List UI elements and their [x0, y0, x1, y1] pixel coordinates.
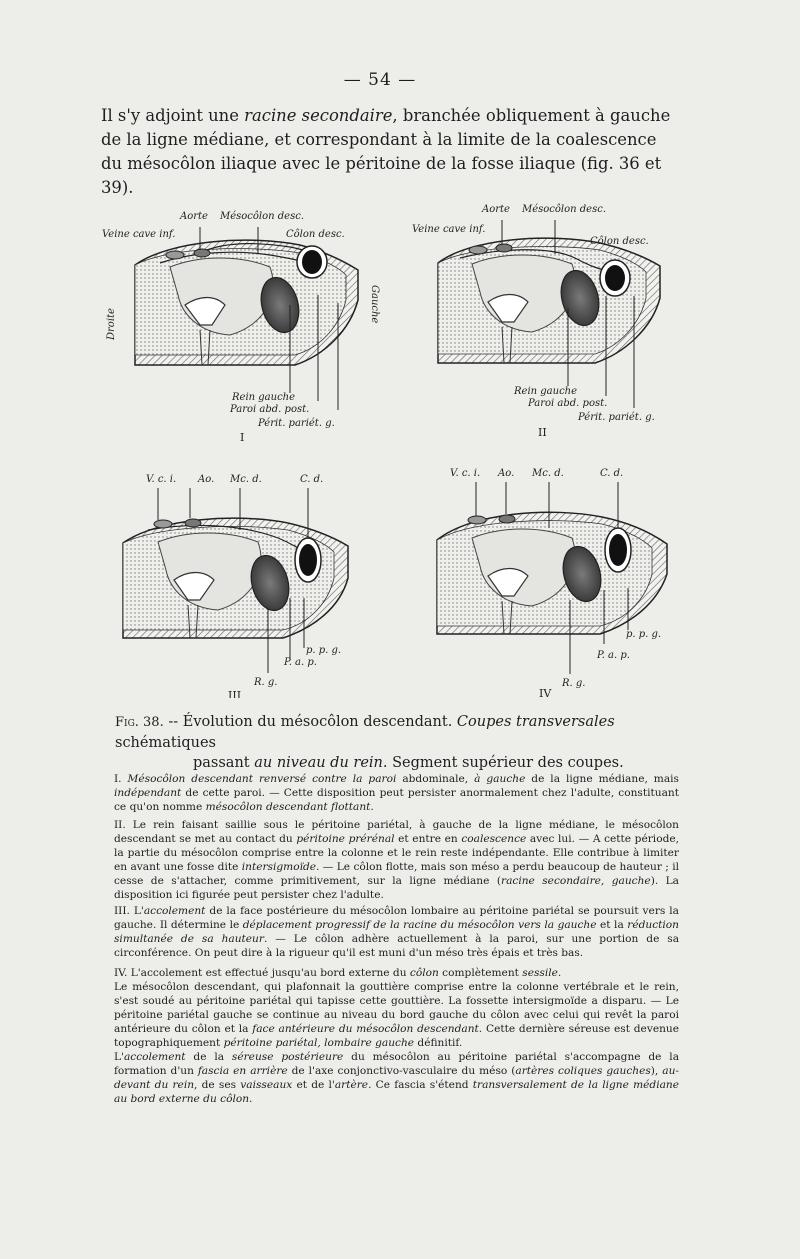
label-cd: C. d.	[300, 474, 324, 485]
caption-text: . Segment supérieur des coupes.	[382, 755, 624, 771]
caption-text: passant	[193, 755, 255, 771]
note-text: .	[557, 967, 562, 979]
intro-text: , branchée obliquement à gauche de la ligne médiane, et correspondant à la limite de la coalescence du mésocôlon iliaque avec le péritoine de la fosse iliaque (fig. 36 et 39).	[101, 106, 671, 197]
note-emphasis: face antérieure du mésocôlon descendant	[252, 1023, 479, 1035]
note-text: abdominale,	[396, 773, 475, 785]
note-text: ). La disposition ici figurée peut persister chez l'adulte.	[114, 875, 679, 901]
note-emphasis: vaisseaux	[240, 1079, 293, 1091]
note-text: . Cette dernière séreuse est devenue topographiquement	[114, 1023, 679, 1049]
note-text: avec lui. — A cette période, la partie du mésocôlon comprise entre la colonne et le rein reste indépendante. Elle contribue à limiter en avant une fosse dite	[114, 833, 679, 873]
note-text: ),	[650, 1065, 663, 1077]
note-emphasis: au-devant du rein	[114, 1065, 679, 1091]
label-droite: Droite	[106, 308, 117, 340]
note-text: .	[249, 1093, 253, 1105]
caption-emphasis: Coupes transversales	[456, 714, 615, 730]
figure-4-diagram	[432, 462, 682, 698]
label-rg: R. g.	[254, 677, 278, 688]
caption-text: -- Évolution du mésocôlon descendant.	[163, 714, 457, 730]
label-mesocolon: Mésocôlon desc.	[522, 204, 606, 215]
note-emphasis: déplacement progressif de la racine du mésocôlon vers la gauche	[242, 919, 597, 931]
note-2	[114, 818, 679, 902]
figure-3-diagram	[118, 468, 358, 698]
note-text: III. L'	[114, 905, 144, 917]
note-text: I.	[114, 773, 128, 785]
note-emphasis: à gauche	[474, 773, 526, 785]
note-emphasis: séreuse postérieure	[231, 1051, 344, 1063]
label-paroi: Paroi abd. post.	[528, 398, 608, 409]
note-4	[114, 966, 679, 980]
note-text: IV. L'accolement est effectué jusqu'au bord externe du	[114, 967, 410, 979]
figure-1	[100, 205, 390, 445]
note-emphasis: Mésocôlon descendant renversé contre la paroi	[127, 773, 397, 785]
figure-numeral: II	[538, 426, 547, 439]
caption-emphasis: au niveau du rein	[254, 755, 383, 771]
note-text: de l'axe conjonctivo-vasculaire du méso (	[287, 1065, 516, 1077]
page-number: — 54 —	[343, 70, 417, 90]
figure-2	[410, 198, 690, 443]
figure-numeral: I	[240, 431, 245, 444]
note-text: . Ce fascia s'étend	[368, 1079, 473, 1091]
intro-text: Il s'y adjoint une	[101, 106, 245, 125]
note-emphasis: fascia en arrière	[197, 1065, 288, 1077]
label-ao: Ao.	[498, 468, 515, 479]
note-1	[114, 772, 679, 814]
label-mesocolon: Mésocôlon desc.	[220, 211, 304, 222]
label-colon: Côlon desc.	[286, 229, 345, 240]
label-pap: P. a. p.	[284, 657, 317, 668]
note-text: et la	[596, 919, 628, 931]
label-ao: Ao.	[198, 474, 215, 485]
note-6	[114, 1050, 679, 1106]
label-colon: Côlon desc.	[590, 236, 649, 247]
label-gauche: Gauche	[369, 285, 380, 324]
note-text: de cette paroi. — Cette disposition peut persister anormalement chez l'adulte, constituant ce qu'on nomme	[114, 787, 679, 813]
note-text: de la face postérieure du mésocôlon lombaire au péritoine pariétal se poursuit vers la gauche. Il détermine le	[114, 905, 679, 931]
figure-3	[118, 468, 358, 698]
note-emphasis: mésocôlon descendant flottant	[205, 801, 371, 813]
figure-numeral: IV	[539, 687, 552, 698]
note-text: de la	[185, 1051, 232, 1063]
note-emphasis: péritoine prérénal	[296, 833, 395, 845]
intro-paragraph	[101, 104, 681, 200]
label-rein-gauche: Rein gauche	[232, 392, 296, 403]
label-aorte: Aorte	[180, 211, 208, 222]
figure-4	[432, 462, 682, 698]
note-emphasis: intersigmoïde	[241, 861, 317, 873]
label-aorte: Aorte	[482, 204, 510, 215]
label-veine-cave: Veine cave inf.	[102, 229, 176, 240]
caption-line-2	[115, 753, 685, 773]
note-emphasis: sessile	[522, 967, 558, 979]
label-veine-cave: Veine cave inf.	[412, 224, 486, 235]
label-vci: V. c. i.	[450, 468, 481, 479]
label-ppg: p. p. g.	[626, 629, 662, 640]
figure-numeral: III	[228, 689, 242, 698]
figure-2-diagram	[410, 198, 690, 443]
note-text: de la ligne médiane, mais	[525, 773, 679, 785]
note-emphasis: réduction simultanée de sa hauteur	[114, 919, 679, 945]
note-emphasis: péritoine pariétal, lombaire gauche	[223, 1037, 415, 1049]
label-rg: R. g.	[562, 678, 586, 689]
note-text: L'	[114, 1051, 124, 1063]
caption-fig-number: Fig. 38.	[115, 715, 164, 730]
note-text: et de l'	[292, 1079, 335, 1091]
note-text: .	[370, 801, 374, 813]
label-vci: V. c. i.	[146, 474, 177, 485]
note-emphasis: transversalement de la ligne médiane au bord externe du côlon	[114, 1079, 680, 1105]
label-pap: P. a. p.	[597, 650, 630, 661]
note-text: et entre en	[394, 833, 462, 845]
note-text: du mésocôlon au péritoine pariétal s'accompagne de la formation d'un	[114, 1051, 680, 1077]
caption-text: schématiques	[115, 735, 216, 751]
note-emphasis: côlon	[409, 967, 439, 979]
note-text: II. Le rein faisant saillie sous le péritoine pariétal, à gauche de la ligne médiane, le mésocôlon descendant se met au contact du	[114, 819, 679, 845]
note-3	[114, 904, 679, 960]
label-mcd: Mc. d.	[230, 474, 262, 485]
note-5	[114, 980, 679, 1050]
note-text: Le mésocôlon descendant, qui plafonnait la gouttière comprise entre la colonne vertébrale et le rein, s'est soudé au péritoine pariétal qui tapisse cette gouttière. La fossette intersigmoïde a disparu. — Le péritoine pariétal gauche se continue au niveau du bord gauche du côlon avec celui qui revêt la paroi antérieure du côlon et la	[114, 981, 679, 1035]
note-text: . — Le côlon adhère actuellement à la paroi, sur une portion de sa circonférence. On peut dire à la rigueur qu'il est muni d'un méso très épais et très bas.	[114, 933, 680, 959]
note-text: complètement	[438, 967, 523, 979]
note-emphasis: accolement	[123, 1051, 186, 1063]
note-emphasis: accolement	[143, 905, 206, 917]
figure-1-diagram	[100, 205, 390, 445]
label-ppg: p. p. g.	[306, 645, 342, 656]
label-paroi: Paroi abd. post.	[230, 404, 310, 415]
note-emphasis: artères coliques gauches	[515, 1065, 651, 1077]
note-emphasis: artère	[334, 1079, 369, 1091]
label-rein-gauche: Rein gauche	[514, 386, 578, 397]
label-mcd: Mc. d.	[532, 468, 564, 479]
note-emphasis: coalescence	[461, 833, 527, 845]
note-text: . — Le côlon flotte, mais son méso a perdu beaucoup de hauteur ; il cesse de s'attacher, comme primitivement, sur la ligne médiane (	[114, 861, 679, 887]
label-cd: C. d.	[600, 468, 624, 479]
label-perit: Périt. pariét. g.	[578, 412, 655, 423]
note-emphasis: indépendant	[114, 787, 182, 799]
intro-emphasis: racine secondaire	[244, 106, 393, 125]
note-emphasis: racine secondaire, gauche	[501, 875, 651, 887]
figure-caption	[115, 712, 685, 773]
note-text: , de ses	[194, 1079, 241, 1091]
label-perit: Périt. pariét. g.	[258, 418, 335, 429]
note-text: définitif.	[414, 1037, 463, 1049]
